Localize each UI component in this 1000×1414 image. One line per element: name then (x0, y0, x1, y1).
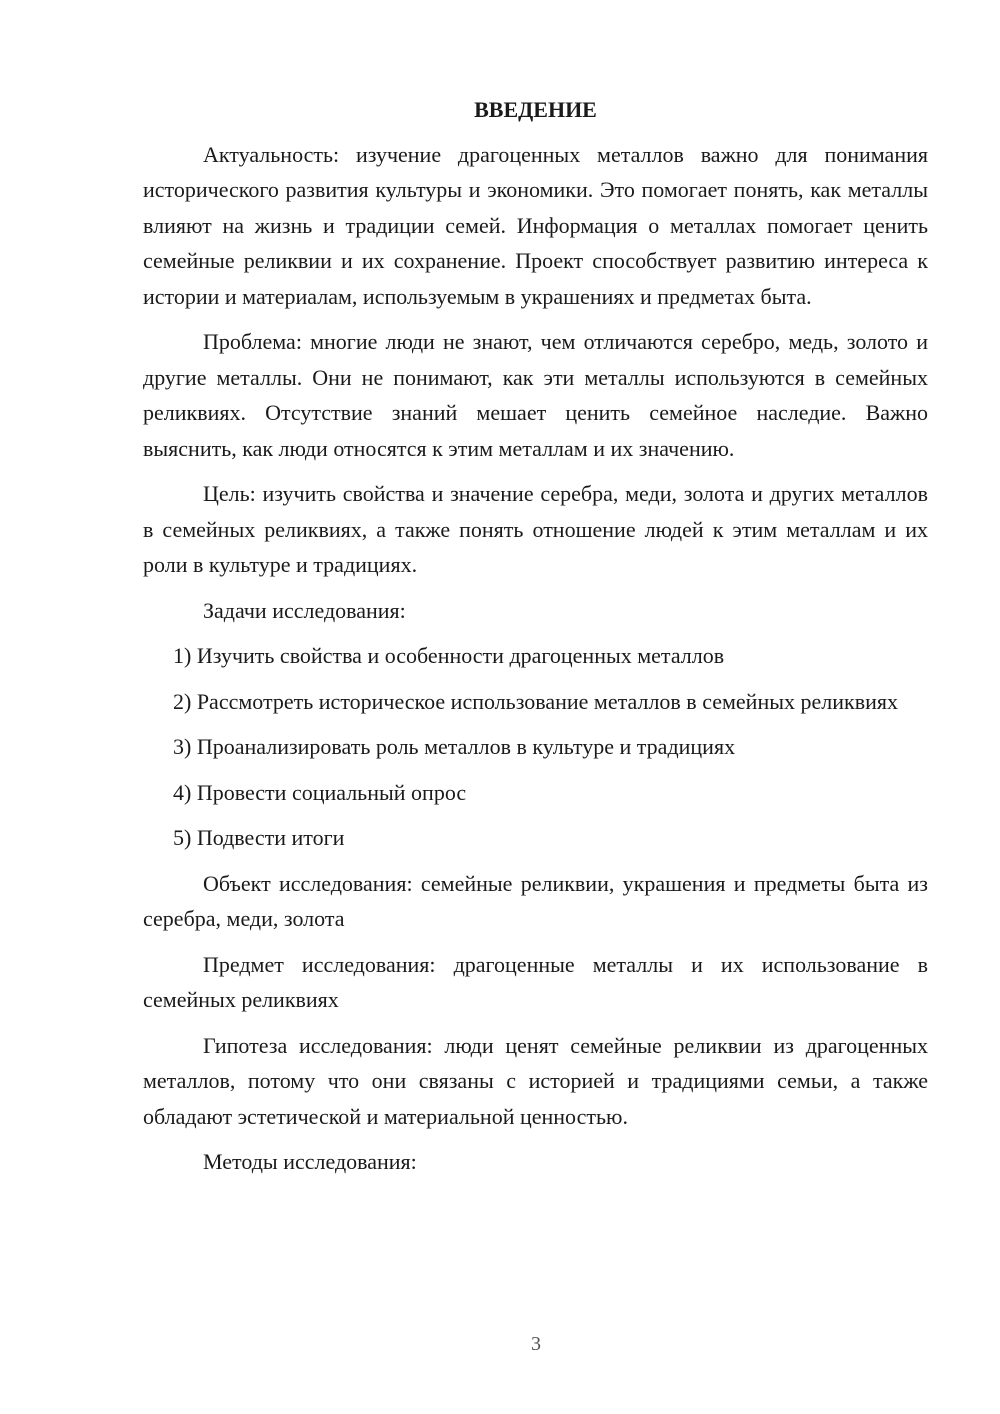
page-number: 3 (531, 1333, 541, 1355)
task-item-3: 3) Проанализировать роль металлов в культуре и традициях (173, 734, 736, 759)
task-item-2: 2) Рассмотреть историческое использование металлов в семейных реликвиях (173, 688, 898, 714)
page-title: ВВЕДЕНИЕ (474, 97, 597, 122)
methods-heading: Методы исследования: (203, 1149, 417, 1174)
paragraph-hypothesis: Гипотеза исследования: люди ценят семейные реликвии из драгоценных металлов, потому что они связаны с историей и традициями семьи, а также обладают эстетической и материальной ценностью. (143, 1032, 928, 1129)
task-item-5: 5) Подвести итоги (173, 825, 345, 850)
tasks-heading: Задачи исследования: (203, 597, 406, 623)
paragraph-problem: Проблема: многие люди не знают, чем отличаются серебро, медь, золото и другие металлы. Они не понимают, как эти металлы используются в семейных реликвиях. Отсутствие знаний мешает ценить семейное наследие. Важно выяснить, как люди относятся к этим металлам и их значению. (143, 329, 928, 461)
task-item-1: 1) Изучить свойства и особенности драгоценных металлов (173, 643, 725, 668)
paragraph-relevance: Актуальность: изучение драгоценных металлов важно для понимания исторического развития культуры и экономики. Это помогает понять, как металлы влияют на жизнь и традиции семей. Информация о металлах помогает ценить семейные реликвии и их сохранение. Проект способствует развитию интереса к истории и материалам, используемым в украшениях и предметах быта. (143, 141, 928, 309)
paragraph-goal: Цель: изучить свойства и значение серебра, меди, золота и других металлов в семейных реликвиях, а также понять отношение людей к этим металлам и их роли в культуре и традициях. (143, 481, 928, 577)
paragraph-object: Объект исследования: семейные реликвии, украшения и предметы быта из серебра, меди, золота (143, 870, 928, 931)
paragraph-subject: Предмет исследования: драгоценные металлы и их использование в семейных реликвиях (143, 951, 928, 1012)
document-page (143, 92, 928, 1180)
task-item-4: 4) Провести социальный опрос (173, 779, 467, 805)
